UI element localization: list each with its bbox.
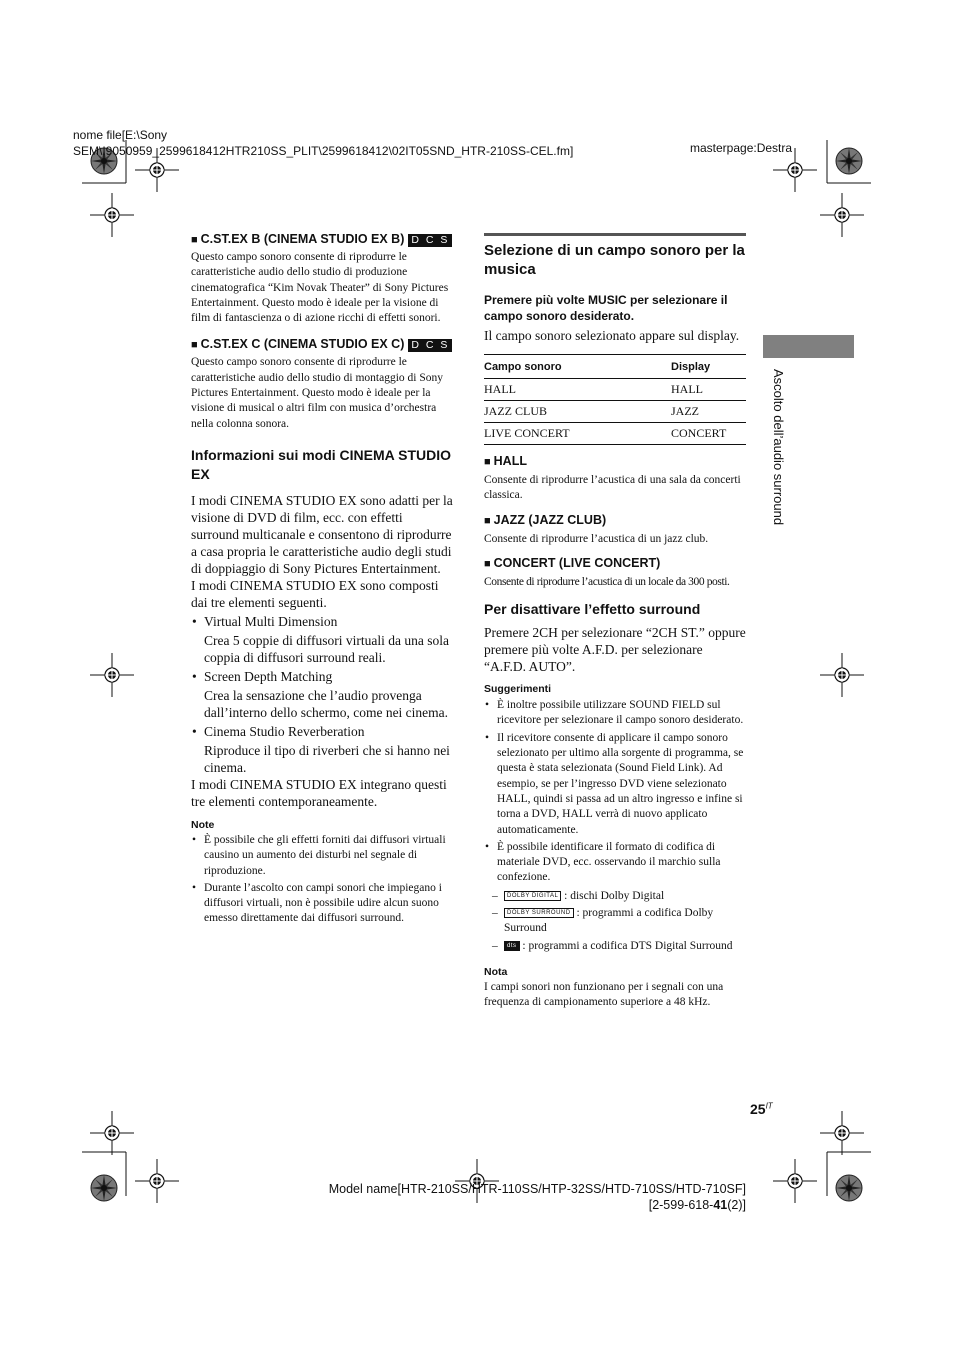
concert-title: CONCERT (LIVE CONCERT) <box>493 555 661 570</box>
table-cell: HALL <box>671 379 746 401</box>
tips-list <box>484 698 746 886</box>
table-cell: JAZZ <box>671 401 746 423</box>
tips-heading: Suggerimenti <box>484 683 552 696</box>
page-number <box>750 1101 773 1117</box>
info-list <box>191 613 453 776</box>
model-name: Model name[HTR-210SS/HTR-110SS/HTP-32SS/HTD-710SS/HTD-710SF] <box>328 1182 746 1196</box>
dcs-badge: D C S <box>408 234 452 247</box>
section-label: Ascolto dell’audio surround <box>771 369 786 526</box>
list-item <box>191 668 453 721</box>
column-header: Display <box>671 355 746 379</box>
part-code-prefix: [2-599-618- <box>648 1198 714 1212</box>
concert-body: Consente di riprodurre l’acustica di un locale da 300 posti. <box>484 575 730 588</box>
table-cell: CONCERT <box>671 423 746 445</box>
file-path <box>73 127 633 159</box>
table-row <box>484 401 746 423</box>
table-cell: JAZZ CLUB <box>484 401 671 423</box>
file-path-line2: SEM\I9050959_2599618412HTR210SS_PLIT\2599618412\02IT05SND_HTR-210SS-CEL.fm] <box>73 144 574 158</box>
part-code <box>546 1198 746 1212</box>
page-number-suffix: IT <box>765 1101 773 1111</box>
masterpage-label: masterpage:Destra <box>690 141 793 155</box>
cstex-c-title: C.ST.EX C (CINEMA STUDIO EX C) <box>200 337 405 352</box>
list-item-desc: Crea la sensazione che l’audio provenga dall’interno dello schermo, come nei cinema. <box>204 687 449 720</box>
file-path-line1: nome file[E:\Sony <box>73 128 168 142</box>
jazz-title: JAZZ (JAZZ CLUB) <box>493 512 607 527</box>
list-item <box>484 906 746 937</box>
list-item <box>191 723 453 776</box>
list-item-desc: Riproduce il tipo di riverberi che si hanno nei cinema. <box>204 742 450 775</box>
mark-text: : programmi a codifica DTS Digital Surround <box>522 939 733 952</box>
nota-heading: Nota <box>484 965 508 978</box>
part-code-suffix: (2)] <box>727 1198 746 1212</box>
dts-logo: dts <box>504 941 520 951</box>
note-list <box>191 833 453 927</box>
part-code-bold: 41 <box>713 1198 728 1212</box>
list-item: • Durante l’ascolto con campi sonori che impiegano i diffusori virtuali, non è possibile udire alcun suono emesso direttamente dai diffusori surround. <box>191 881 453 927</box>
list-item: • Il ricevitore consente di applicare il campo sonoro selezionato per ultimo alla sorgente di programma, se questa è stata selezionata (Sound Field Link). Ad esempio, se per l’ingresso DVD viene selezionato HALL, quindi si passa ad un altro ingresso e infine si torna a DVD, HALL verrà di nuovo applicato automaticamente. <box>484 731 746 838</box>
left-column <box>191 231 453 927</box>
disable-heading: Per disattivare l’effetto surround <box>484 601 701 618</box>
mark-text: : programmi a codifica Dolby Surround <box>504 907 714 935</box>
dolby-digital-logo: DOLBY DIGITAL <box>504 891 561 901</box>
list-item-label: Screen Depth Matching <box>204 668 333 684</box>
table-row <box>484 379 746 401</box>
table-cell: LIVE CONCERT <box>484 423 671 445</box>
list-item <box>191 613 453 666</box>
music-instruction: Premere più volte MUSIC per selezionare il campo sonoro desiderato. <box>484 293 728 323</box>
list-item: • È possibile identificare il formato di codifica di materiale DVD, ecc. osservando il marchio sulla confezione. <box>484 840 746 886</box>
list-item-label: Virtual Multi Dimension <box>204 613 338 629</box>
list-item-label: Cinema Studio Reverberation <box>204 723 365 739</box>
right-column <box>484 233 746 1011</box>
hall-heading: ■ HALL <box>484 454 527 468</box>
cstex-b-title: C.ST.EX B (CINEMA STUDIO EX B) <box>200 232 405 246</box>
hall-body: Consente di riprodurre l’acustica di una sala da concerti classica. <box>484 474 741 502</box>
jazz-heading: ■ JAZZ (JAZZ CLUB) <box>484 512 607 527</box>
info-paragraph-1: I modi CINEMA STUDIO EX sono adatti per la visione di DVD di film, ecc. con effetti surround multicanale e consentono di riprodurre a casa propria le caratteristiche audio degli studi di doppiaggio di Sony Pictures Entertainment. <box>191 492 453 576</box>
dcs-badge: D C S <box>408 339 452 352</box>
info-paragraph-2: I modi CINEMA STUDIO EX sono composti dai tre elementi seguenti. <box>191 577 439 610</box>
table-row <box>484 423 746 445</box>
section-rule <box>484 233 746 236</box>
list-item <box>484 889 746 904</box>
list-item: • È possibile che gli effetti forniti dai diffusori virtuali causino un aumento dei disturbi nel segnale di riproduzione. <box>191 833 453 879</box>
jazz-body: Consente di riprodurre l’acustica di un jazz club. <box>484 532 709 545</box>
nota-body: I campi sonori non funzionano per i segnali con una frequenza di campionamento superiore a 48 kHz. <box>484 980 724 1009</box>
table-header-row <box>484 355 746 379</box>
concert-heading: ■ CONCERT (LIVE CONCERT) <box>484 555 661 570</box>
page-number-value: 25 <box>750 1101 766 1117</box>
hall-title: HALL <box>493 454 527 468</box>
cstex-c-heading: ■ C.ST.EX C (CINEMA STUDIO EX C) D C S <box>191 336 453 353</box>
music-heading: Selezione di un campo sonoro per la musica <box>484 242 745 278</box>
list-item <box>484 939 746 954</box>
format-marks-list <box>484 889 746 954</box>
sound-field-table <box>484 354 746 445</box>
info-paragraph-3: I modi CINEMA STUDIO EX integrano questi tre elementi contemporaneamente. <box>191 776 447 809</box>
column-header: Campo sonoro <box>484 355 671 379</box>
cstex-b-heading: ■ C.ST.EX B (CINEMA STUDIO EX B) D C S <box>191 231 453 248</box>
note-heading: Note <box>191 818 215 831</box>
mark-text: : dischi Dolby Digital <box>564 889 665 902</box>
disable-body: Premere 2CH per selezionare “2CH ST.” oppure premere più volte A.F.D. per selezionare “A.F.D. AUTO”. <box>484 625 746 675</box>
info-heading: Informazioni sui modi CINEMA STUDIO EX <box>191 446 452 482</box>
cstex-b-body: Questo campo sonoro consente di riprodurre le caratteristiche audio dello studio di produzione cinematografica “Kim Novak Theater” di Sony Pictures Entertainment. Questo modo è ideale per la visione di film di fantascienza o di azione ricchi di effetti sonori. <box>191 251 449 325</box>
dolby-surround-pro-logic-logo: DOLBY SURROUND <box>504 908 574 918</box>
music-intro: Il campo sonoro selezionato appare sul display. <box>484 328 740 343</box>
list-item: • È inoltre possibile utilizzare SOUND FIELD sul ricevitore per selezionare il campo sonoro desiderato. <box>484 698 746 729</box>
table-cell: HALL <box>484 379 671 401</box>
cstex-c-body: Questo campo sonoro consente di riprodurre le caratteristiche audio dello studio di montaggio di Sony Pictures Entertainment. Questo modo è ideale per la visione di musical o altri film con musica d’orchestra nella colonna sonora. <box>191 356 443 430</box>
section-tab <box>763 335 854 358</box>
list-item-desc: Crea 5 coppie di diffusori virtuali da una sola coppia di diffusori surround reali. <box>204 632 449 665</box>
